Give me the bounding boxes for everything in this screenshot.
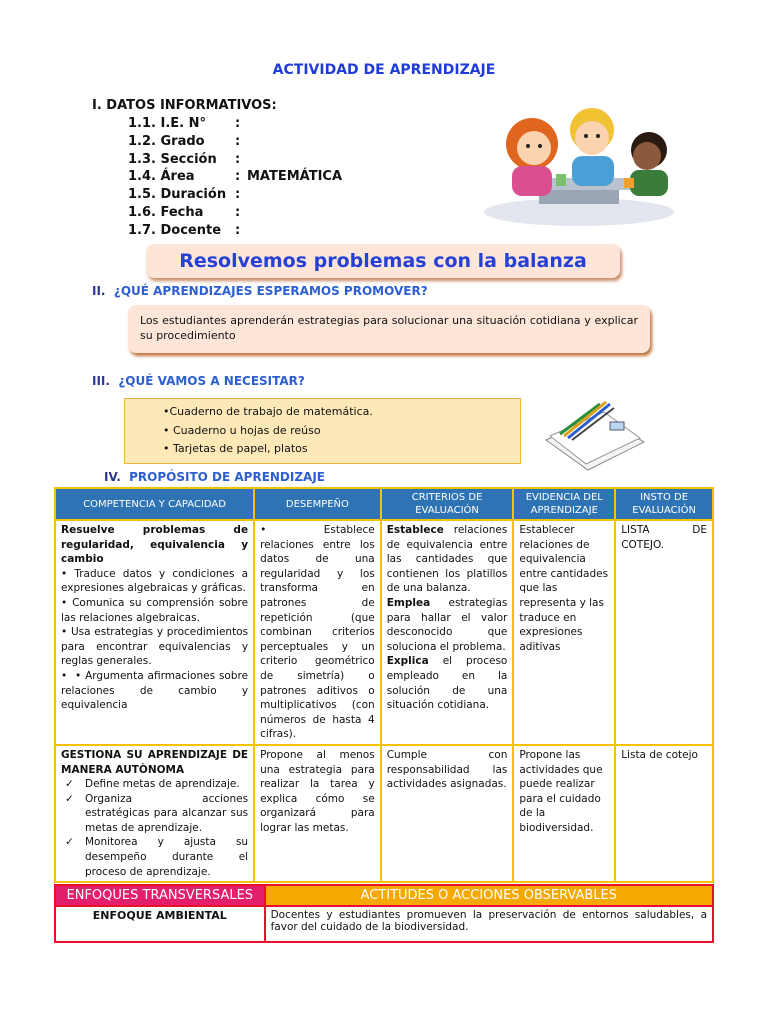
table-header-row	[55, 488, 713, 520]
instrumento-cell: Lista de cotejo	[615, 745, 713, 882]
section-3-heading: III. ¿QUÉ VAMOS A NECESITAR?	[92, 374, 305, 388]
evidencia-cell: Propone las actividades que puede realizar para el cuidado de la biodiversidad.	[513, 745, 615, 882]
table-row	[55, 520, 713, 745]
check-icon: ✓	[65, 778, 74, 791]
learning-goal-box: Los estudiantes aprenderán estrategias para solucionar una situación cotidiana y explicar su procedimiento	[128, 305, 650, 353]
table-row	[55, 745, 713, 882]
page-title: ACTIVIDAD DE APRENDIZAJE	[272, 62, 496, 78]
datos-item: 1.6. Fecha :	[128, 204, 241, 220]
column-header: DESEMPEÑO	[254, 488, 381, 520]
materials-item: •Cuaderno de trabajo de matemática.	[163, 405, 373, 418]
enfoques-table	[54, 884, 714, 943]
desempeno-cell: Propone al menos una estrategia para realizar la tarea y explica cómo se organizará para lograr las metas.	[254, 745, 381, 882]
datos-list	[128, 115, 342, 240]
check-icon: ✓	[65, 792, 74, 805]
actitudes-header: ACTITUDES O ACCIONES OBSERVABLES	[265, 885, 713, 906]
materials-item: • Cuaderno u hojas de reúso	[163, 423, 321, 437]
column-header: COMPETENCIA Y CAPACIDAD	[55, 488, 254, 520]
purpose-table	[54, 487, 714, 883]
section-4-heading: IV. PROPÓSITO DE APRENDIZAJE	[104, 470, 326, 484]
materials-item: • Tarjetas de papel, platos	[163, 442, 308, 455]
desempeno-cell: • Establece relaciones entre los datos de una regularidad y los transforma en patrones de repetición (que combinan criterios perceptuales y un criterio geométrico de simetría) o patrones aditivos o multiplicativos (con números de hasta 4 cifras).	[254, 520, 381, 745]
column-header: INSTO DE EVALUACIÓN	[615, 488, 713, 520]
column-header: CRITERIOS DE EVALUACIÓN	[381, 488, 514, 520]
children-balance-illustration	[484, 100, 674, 228]
datos-item: 1.2. Grado :	[128, 133, 241, 149]
datos-item: 1.3. Sección :	[128, 151, 241, 167]
datos-item: 1.5. Duración :	[128, 187, 241, 203]
datos-heading: I. DATOS INFORMATIVOS:	[92, 98, 277, 113]
enfoques-header: ENFOQUES TRANSVERSALES	[55, 885, 265, 906]
table-row	[55, 906, 713, 942]
datos-item: 1.1. I.E. N° :	[128, 116, 241, 131]
activity-banner: Resolvemos problemas con la balanza	[146, 244, 620, 278]
column-header: EVIDENCIA DEL APRENDIZAJE	[513, 488, 615, 520]
datos-item: 1.7. Docente :	[128, 222, 241, 238]
notebook-pencils-illustration	[540, 394, 646, 474]
criterios-cell: Cumple con responsabilidad las actividades asignadas.	[381, 745, 514, 882]
enfoque-text: Docentes y estudiantes promueven la preservación de entornos saludables, a favor del cuidado de la biodiversidad.	[265, 906, 713, 942]
datos-item: 1.4. Área : MATEMÁTICA	[128, 169, 343, 185]
check-icon: ✓	[65, 836, 74, 849]
competencia-cell: Resuelve problemas de regularidad, equivalencia y cambio • Traduce datos y condiciones a expresiones algebraicas y gráficas. • Comunica su comprensión sobre las relaciones algebraicas. • Usa estrategias y procedimientos para encontrar equivalencias y reglas generales. • • Argumenta afirmaciones sobre relaciones de cambio y equivalencia	[55, 520, 254, 745]
instrumento-cell: LISTA DE COTEJO.	[615, 520, 713, 745]
enfoques-header-row	[55, 885, 713, 906]
materials-box	[124, 398, 521, 464]
evidencia-cell: Establecer relaciones de equivalencia entre cantidades que las representa y las traduce en expresiones aditivas	[513, 520, 615, 745]
competencia-cell: GESTIONA SU APRENDIZAJE DE MANERA AUTÒNOMA ✓ Define metas de aprendizaje. ✓ Organiza acciones estratégicas para alcanzar sus metas de aprendizaje. ✓ Monitorea y ajusta su desempeño durante el proceso de aprendizaje.	[55, 745, 254, 882]
criterios-cell: Establece relaciones de equivalencia entre las cantidades que contienen los platillos de una balanza. Emplea estrategias para hallar el valor desconocido que soluciona el problema. Explica el proceso empleado en la solución de una situación cotidiana.	[381, 520, 514, 745]
enfoque-name: ENFOQUE AMBIENTAL	[55, 906, 265, 942]
section-2-heading: II. ¿QUÉ APRENDIZAJES ESPERAMOS PROMOVER?	[92, 284, 428, 298]
